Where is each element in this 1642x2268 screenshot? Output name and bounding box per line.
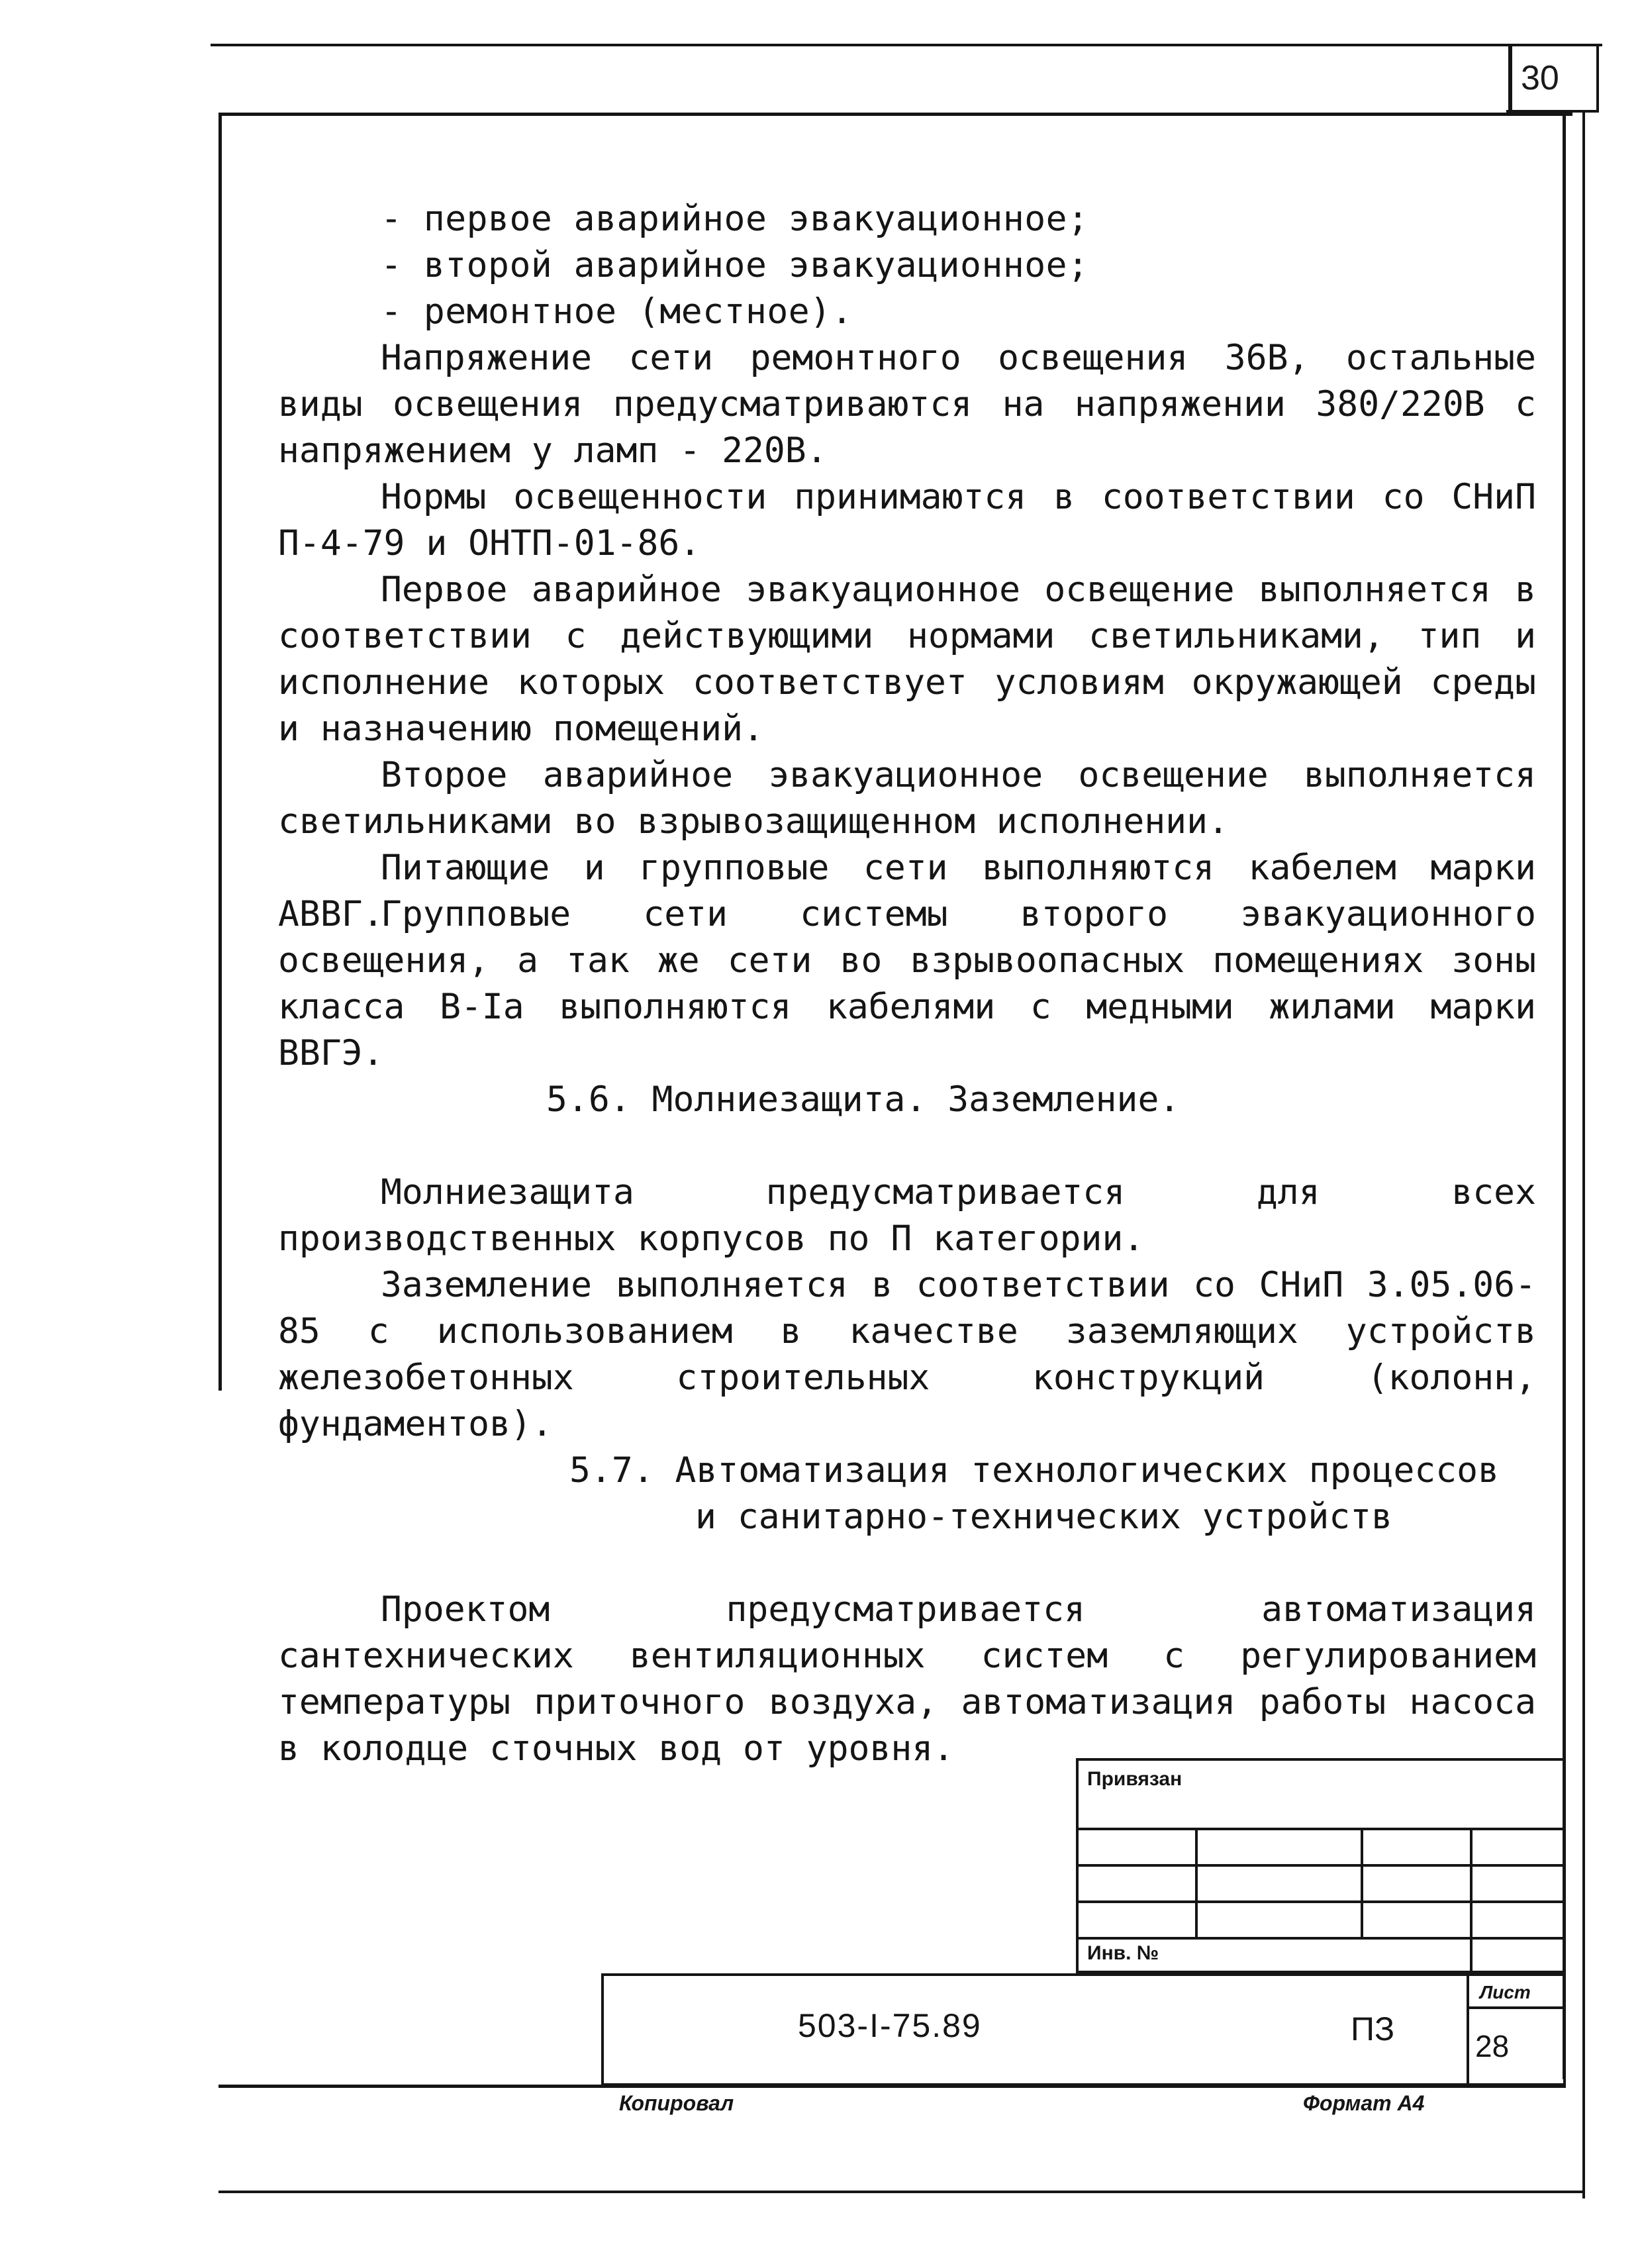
stamp-row-line bbox=[1076, 1828, 1566, 1830]
stamp-sheet-label-line bbox=[1467, 2006, 1566, 2009]
footer-format-label: Формат А4 bbox=[1303, 2091, 1425, 2115]
stamp-privyazan-label: Привязан bbox=[1087, 1768, 1183, 1790]
stamp-sheet-number: 28 bbox=[1475, 2029, 1510, 2063]
stamp-main-box bbox=[601, 1973, 1566, 2086]
frame-top bbox=[218, 113, 1572, 116]
paragraph-supply-networks: Питающие и групповые сети выполняются кабелем марки АВВГ. bbox=[278, 848, 1536, 934]
outer-right bbox=[1582, 113, 1585, 2198]
stamp-col-line bbox=[1195, 1828, 1198, 1937]
stamp-col-line bbox=[1361, 1828, 1363, 1937]
section-5-6-title: 5.6. Молниезащита. Заземление. bbox=[546, 1079, 1181, 1120]
page-number: 30 bbox=[1506, 46, 1599, 113]
stamp-doc-code: 503-I-75.89 bbox=[798, 2007, 982, 2044]
paragraph-norms: Нормы освещенности принимаются в соответствии со СНиП П-4-79 и ОНТП-01-86. bbox=[278, 477, 1536, 564]
outer-bottom-rule bbox=[218, 2191, 1585, 2193]
stamp-sheet-divider bbox=[1467, 1973, 1469, 2086]
paragraph-second-emergency: Второе аварийное эвакуационное освещение выполняется светильниками во взрывозащищенном исполнении. bbox=[278, 755, 1536, 842]
paragraph-grounding: Заземление выполняется в соответствии со СНиП 3.05.06-85 с использованием в качестве заземляющих устройств железобетонных строительных конструкций (колонн, фундаментов). bbox=[278, 1265, 1536, 1444]
stamp-sheet-label: Лист bbox=[1480, 1982, 1531, 2002]
list-item: - ремонтное (местное). bbox=[381, 291, 853, 332]
frame-left bbox=[218, 113, 222, 1391]
stamp-row-line bbox=[1076, 1900, 1566, 1903]
stamp-inv-label: Инв. № bbox=[1087, 1942, 1159, 1964]
paragraph-lightning: Молниезащита предусматривается для всех производственных корпусов по П категории. bbox=[278, 1172, 1536, 1259]
list-item: - первое аварийное эвакуационное; bbox=[381, 199, 1089, 239]
section-5-7-title-line2: и санитарно-технических устройств bbox=[695, 1497, 1392, 1537]
stamp-col-line bbox=[1470, 1828, 1473, 1973]
paragraph-group-networks: Групповые сети системы второго эвакуационного освещения, а так же сети во взрывоопасных помещениях зоны класса В-Iа выполняются кабелями с медными жилами марки ВВГЭ. bbox=[278, 894, 1536, 1073]
top-rule bbox=[211, 44, 1602, 46]
stamp-doc-type: ПЗ bbox=[1351, 2010, 1395, 2047]
stamp-row-line bbox=[1076, 1864, 1566, 1867]
section-5-7-title-line1: 5.7. Автоматизация технологических процессов bbox=[569, 1450, 1499, 1491]
paragraph-automation: Проектом предусматривается автоматизация сантехнических вентиляционных систем с регулированием температуры приточного воздуха, автоматизация работы насоса в колодце сточных вод от уровня. bbox=[278, 1589, 1536, 1769]
stamp-row-line bbox=[1076, 1937, 1566, 1940]
footer-copied-label: Копировал bbox=[619, 2091, 734, 2115]
paragraph-voltage: Напряжение сети ремонтного освещения 36В, остальные виды освещения предусматриваются на напряжении 380/220В с напряжением у ламп - 220В. bbox=[278, 338, 1536, 471]
list-item: - второй аварийное эвакуационное; bbox=[381, 245, 1089, 285]
paragraph-first-emergency: Первое аварийное эвакуационное освещение выполняется в соответствии с действующими нормами светильниками, тип и исполнение которых соответствует условиям окружающей среды и назначению помещений. bbox=[278, 569, 1536, 749]
